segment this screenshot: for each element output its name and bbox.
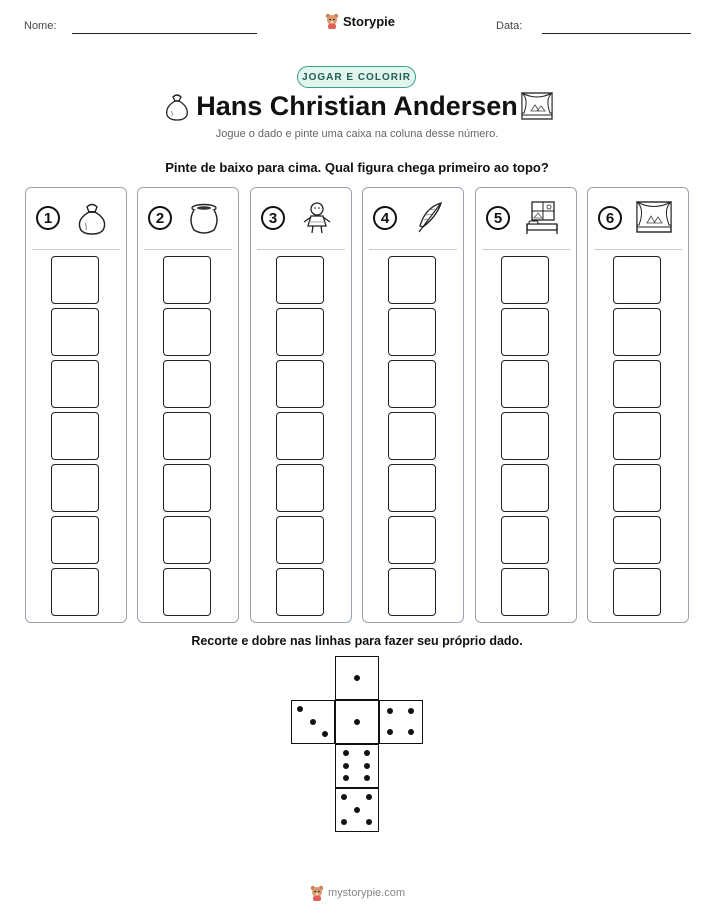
column-number: 6: [598, 206, 622, 230]
column-number: 1: [36, 206, 60, 230]
column-5: [475, 187, 577, 623]
die-pip: [408, 729, 414, 735]
color-box[interactable]: [276, 412, 324, 460]
color-box[interactable]: [163, 568, 211, 616]
die-pip: [354, 807, 360, 813]
die-face-lower: [335, 744, 379, 788]
name-label: Nome:: [24, 20, 57, 32]
die-face-bottom: [335, 788, 379, 832]
color-box[interactable]: [501, 256, 549, 304]
brand-name: Storypie: [343, 13, 396, 29]
die-pip: [341, 819, 347, 825]
die-pip: [343, 750, 349, 756]
column-3: [250, 187, 352, 623]
color-box[interactable]: [51, 464, 99, 512]
die-face-top: [335, 656, 379, 700]
color-box[interactable]: [613, 568, 661, 616]
color-box[interactable]: [51, 568, 99, 616]
die-pip: [322, 731, 328, 737]
color-box[interactable]: [388, 308, 436, 356]
die-pip: [343, 763, 349, 769]
die-caption: Recorte e dobre nas linhas para fazer seu próprio dado.: [191, 634, 523, 648]
color-box[interactable]: [51, 308, 99, 356]
color-box[interactable]: [388, 464, 436, 512]
color-box[interactable]: [613, 360, 661, 408]
column-divider: [369, 249, 457, 250]
column-divider: [482, 249, 570, 250]
footer: [310, 885, 405, 901]
color-box[interactable]: [388, 412, 436, 460]
die-pip: [354, 675, 360, 681]
column-divider: [594, 249, 682, 250]
die-pip: [343, 775, 349, 781]
die-pip: [366, 794, 372, 800]
page-subtitle: Jogue o dado e pinte uma caixa na coluna desse número.: [215, 128, 499, 140]
die-pip: [366, 819, 372, 825]
color-box[interactable]: [276, 568, 324, 616]
die-pip: [387, 729, 393, 735]
color-box[interactable]: [501, 568, 549, 616]
bear-icon: [310, 885, 324, 901]
die-pip: [364, 750, 370, 756]
color-box[interactable]: [51, 256, 99, 304]
color-box[interactable]: [501, 516, 549, 564]
color-box[interactable]: [163, 516, 211, 564]
die-pip: [297, 706, 303, 712]
date-label: Data:: [496, 20, 523, 32]
doll-icon: [299, 200, 335, 236]
bear-icon: [325, 13, 339, 29]
color-box[interactable]: [501, 412, 549, 460]
activity-badge: JOGAR E COLORIR: [297, 66, 416, 88]
color-box[interactable]: [276, 516, 324, 564]
column-number: 4: [373, 206, 397, 230]
color-box[interactable]: [501, 464, 549, 512]
stage-curtain-icon: [521, 91, 553, 121]
game-instruction: Pinte de baixo para cima. Qual figura chega primeiro ao topo?: [165, 160, 549, 175]
column-number: 3: [261, 206, 285, 230]
color-box[interactable]: [276, 464, 324, 512]
color-box[interactable]: [163, 412, 211, 460]
die-pip: [364, 763, 370, 769]
color-box[interactable]: [163, 256, 211, 304]
color-box[interactable]: [51, 412, 99, 460]
column-2: [137, 187, 239, 623]
die-face-center: [335, 700, 379, 744]
color-box[interactable]: [388, 568, 436, 616]
column-divider: [257, 249, 345, 250]
column-divider: [144, 249, 232, 250]
date-line: [542, 33, 691, 34]
column-number: 5: [486, 206, 510, 230]
die-pip: [354, 719, 360, 725]
die-pip: [387, 708, 393, 714]
color-box[interactable]: [388, 256, 436, 304]
name-line: [72, 33, 257, 34]
color-box[interactable]: [613, 464, 661, 512]
page-title: Hans Christian Andersen: [196, 91, 518, 121]
color-box[interactable]: [613, 256, 661, 304]
color-box[interactable]: [388, 516, 436, 564]
color-box[interactable]: [276, 360, 324, 408]
color-box[interactable]: [613, 412, 661, 460]
color-box[interactable]: [613, 308, 661, 356]
color-box[interactable]: [163, 360, 211, 408]
stage-curtain-icon: [636, 200, 672, 236]
sack-icon: [74, 200, 110, 236]
color-box[interactable]: [276, 308, 324, 356]
color-box[interactable]: [163, 308, 211, 356]
color-box[interactable]: [501, 360, 549, 408]
die-pip: [408, 708, 414, 714]
footer-url: mystorypie.com: [328, 887, 406, 899]
color-box[interactable]: [51, 516, 99, 564]
bed-window-icon: [524, 200, 560, 236]
color-box[interactable]: [163, 464, 211, 512]
color-box[interactable]: [276, 256, 324, 304]
color-box[interactable]: [613, 516, 661, 564]
die-pip: [364, 775, 370, 781]
color-box[interactable]: [51, 360, 99, 408]
color-box[interactable]: [388, 360, 436, 408]
column-4: [362, 187, 464, 623]
column-divider: [32, 249, 120, 250]
feather-quill-icon: [411, 200, 447, 236]
column-6: [587, 187, 689, 623]
die-pip: [341, 794, 347, 800]
die-face-left: [291, 700, 335, 744]
column-number: 2: [148, 206, 172, 230]
pot-icon: [186, 200, 222, 236]
die-face-right: [379, 700, 423, 744]
die-pip: [310, 719, 316, 725]
column-1: [25, 187, 127, 623]
brand-logo: [325, 13, 395, 29]
color-box[interactable]: [501, 308, 549, 356]
